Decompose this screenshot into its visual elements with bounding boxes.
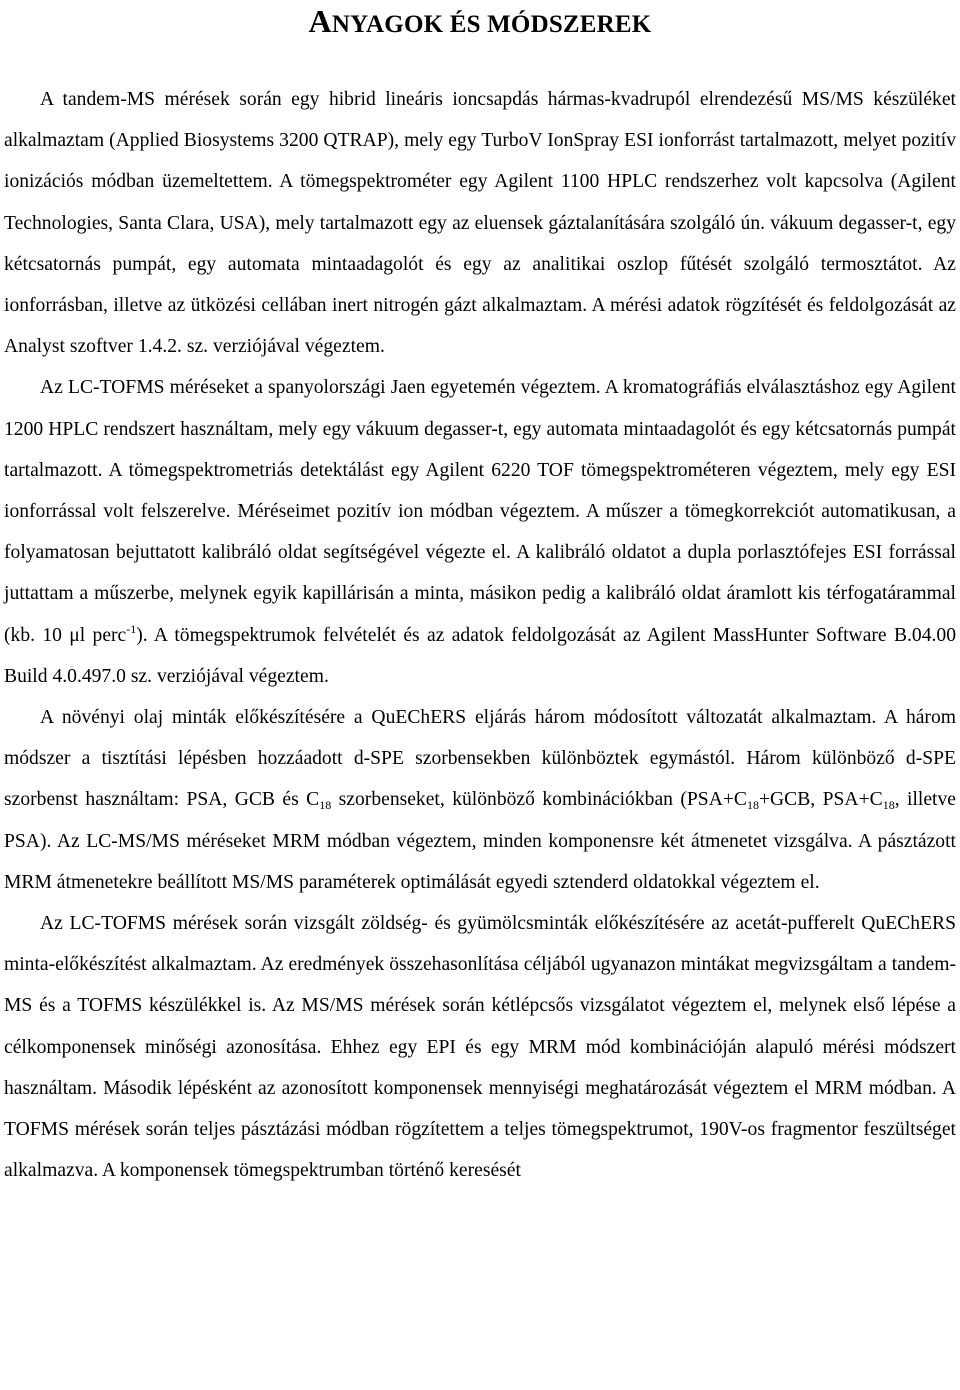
paragraph-1: A tandem-MS mérések során egy hibrid lineáris ioncsapdás hármas-kvadrupól elrendezésű MS/MS készüléket alkalmaztam (Applied Biosystems 3200 QTRAP), mely egy TurboV IonSpray ESI ionforrást tartalmazott, melyet pozitív ionizációs módban üzemeltettem. A tömegspektrométer egy Agilent 1100 HPLC rendszerhez volt kapcsolva (Agilent Technologies, Santa Clara, USA), mely tartalmazott egy az eluensek gáztalanítására szolgáló ún. vákuum degasser-t, egy kétcsatornás pumpát, egy automata mintaadagolót és egy az analitikai oszlop fűtését szolgáló termosztátot. Az ionforrásban, illetve az ütközési cellában inert nitrogén gázt alkalmaztam. A mérési adatok rögzítését és feldolgozását az Analyst szoftver 1.4.2. sz. verziójával végeztem. [4, 89, 956, 358]
superscript-exponent: -1 [126, 621, 137, 636]
subscript-c18-1: 18 [319, 798, 332, 813]
paragraph-3-part-d: , illetve PSA). Az LC-MS/MS méréseket MRM módban végeztem, minden komponensre két átmenetet vizsgálva. A pásztázott MRM átmenetekre beállított MS/MS paraméterek optimálását egyedi sztenderd oldatokkal végeztem el. [4, 789, 956, 893]
paragraph-3-part-a: A növényi olaj minták előkészítésére a QuEChERS eljárás három módosított változatát alkalmaztam. A három módszer a tisztítási lépésben hozzáadott d-SPE szorbensekben különböztek egymástól. Három különböző d-SPE szorbenst használtam: PSA, GCB és C [4, 707, 956, 811]
document-body [4, 79, 956, 1191]
subscript-c18-3: 18 [882, 798, 895, 813]
paragraph-3 [4, 697, 956, 903]
heading-first-letter: A [308, 3, 332, 39]
subscript-c18-2: 18 [746, 798, 759, 813]
paragraph-4: Az LC-TOFMS mérések során vizsgált zöldség- és gyümölcsminták előkészítésére az acetát-pufferelt QuEChERS minta-előkészítést alkalmaztam. Az eredmények összehasonlítása céljából ugyanazon mintákat megvizsgáltam a tandem-MS és a TOFMS készülékkel is. Az MS/MS mérések során kétlépcsős vizsgálatot végeztem el, melynek első lépése a célkomponensek minőségi azonosítása. Ehhez egy EPI és egy MRM mód kombinációján alapuló mérési módszert használtam. Második lépésként az azonosított komponensek mennyiségi meghatározását végeztem el MRM módban. A TOFMS mérések során teljes pásztázási módban rögzítettem a teljes tömegspektrumot, 190V-os fragmentor feszültséget alkalmazva. A komponensek tömegspektrumban történő keresését [4, 913, 956, 1182]
paragraph-3-part-c: +GCB, PSA+C [758, 789, 883, 811]
section-heading [4, 0, 956, 40]
paragraph-2-part-b: ). A tömegspektrumok felvételét és az adatok feldolgozását az Agilent MassHunter Software B.04.00 Build 4.0.497.0 sz. verziójával végeztem. [4, 624, 956, 687]
paragraph-2 [4, 367, 956, 697]
heading-rest: NYAGOK ÉS MÓDSZEREK [331, 11, 652, 38]
paragraph-3-part-b: szorbenseket, különböző kombinációkban (PSA+C [331, 789, 747, 811]
paragraph-2-part-a: Az LC-TOFMS méréseket a spanyolországi Jaen egyetemén végeztem. A kromatográfiás elválasztáshoz egy Agilent 1200 HPLC rendszert használtam, mely egy vákuum degasser-t, egy automata mintaadagolót és egy kétcsatornás pumpát tartalmazott. A tömegspektrometriás detektálást egy Agilent 6220 TOF tömegspektrométeren végeztem, mely egy ESI ionforrással volt felszerelve. Méréseimet pozitív ion módban végeztem. A műszer a tömegkorrekciót automatikusan, a folyamatosan bejuttatott kalibráló oldat segítségével végezte el. A kalibráló oldatot a dupla porlasztófejes ESI forrással juttattam a műszerbe, melynek egyik kapillárisán a minta, másikon pedig a kalibráló oldat áramlott kis térfogatárammal (kb. 10 μl perc [4, 377, 956, 646]
